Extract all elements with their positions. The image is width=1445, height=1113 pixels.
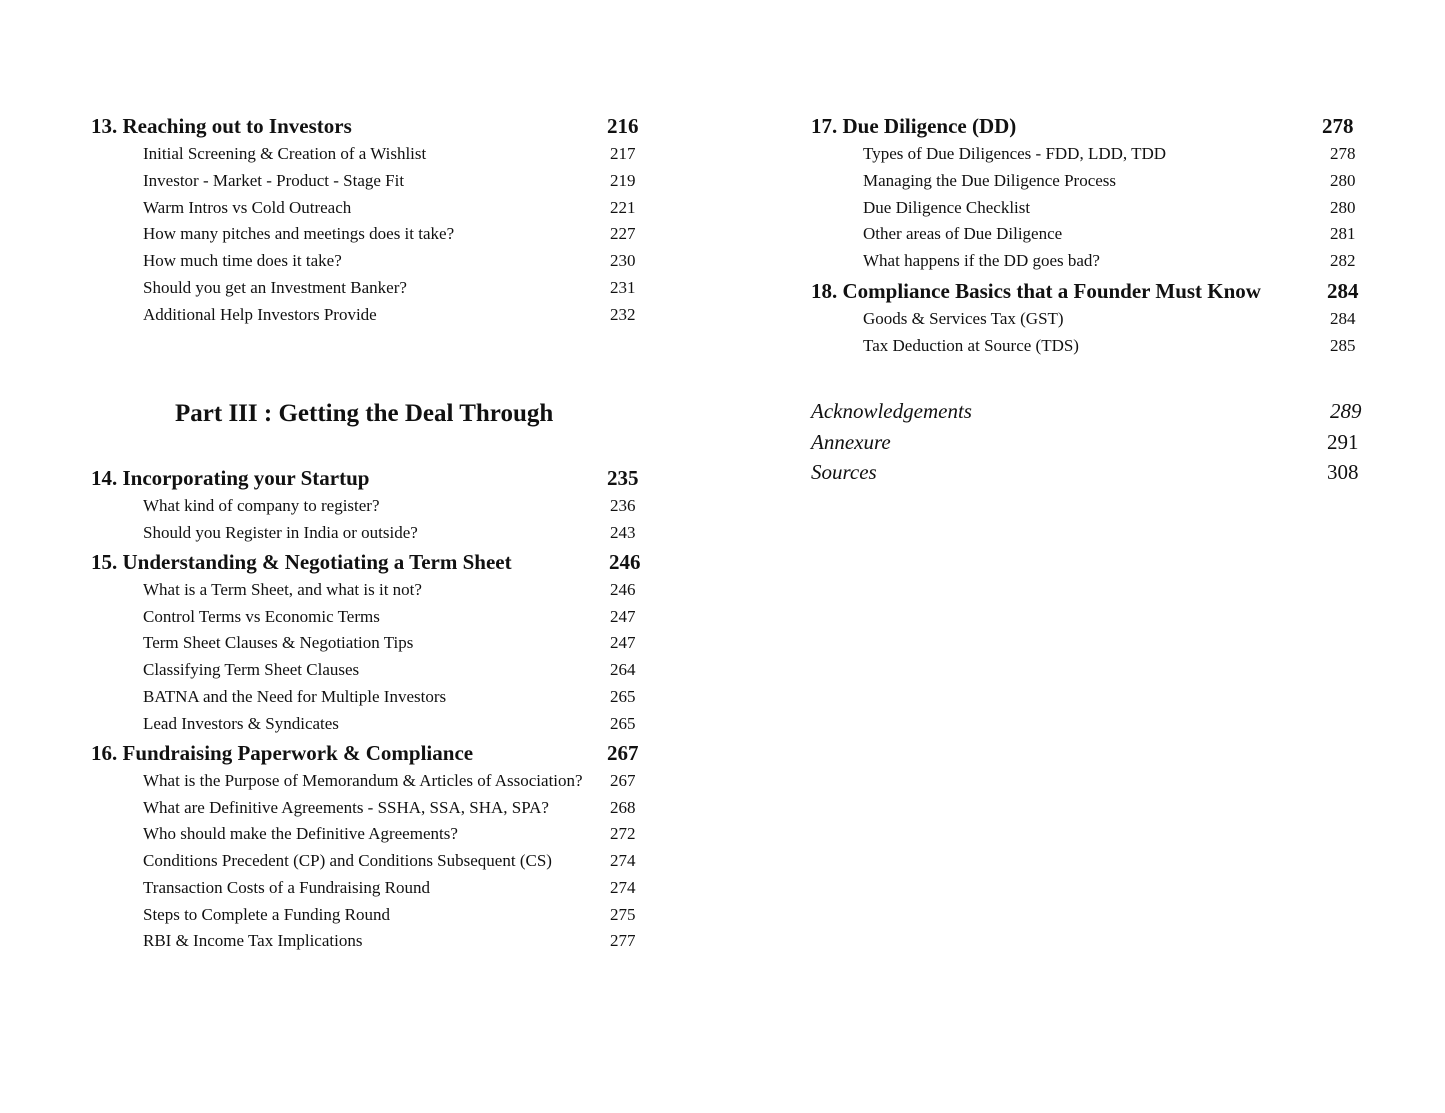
- toc-section[interactable]: [143, 878, 636, 898]
- chapter-title: 18. Compliance Basics that a Founder Must Know: [811, 279, 1261, 303]
- section-title: What is the Purpose of Memorandum & Articles of Association?: [143, 771, 583, 790]
- section-page: 265: [610, 714, 636, 733]
- section-title: What is a Term Sheet, and what is it not?: [143, 580, 422, 599]
- section-page: 217: [610, 144, 636, 163]
- section-page: 232: [610, 305, 636, 324]
- section-title: What kind of company to register?: [143, 496, 380, 515]
- section-title: Lead Investors & Syndicates: [143, 714, 339, 733]
- section-title: RBI & Income Tax Implications: [143, 931, 363, 950]
- toc-section[interactable]: [143, 905, 636, 925]
- back-matter-page: 308: [1327, 460, 1359, 484]
- section-page: 230: [610, 251, 636, 270]
- toc-chapter-13[interactable]: [91, 114, 639, 139]
- section-title: Additional Help Investors Provide: [143, 305, 377, 324]
- toc-section[interactable]: [143, 660, 636, 680]
- toc-section[interactable]: [143, 305, 636, 325]
- section-title: Conditions Precedent (CP) and Conditions Subsequent (CS): [143, 851, 552, 870]
- chapter-title: 15. Understanding & Negotiating a Term Sheet: [91, 550, 512, 574]
- section-page: 277: [610, 931, 636, 950]
- section-title: Tax Deduction at Source (TDS): [863, 336, 1079, 355]
- section-page: 247: [610, 607, 636, 626]
- toc-section[interactable]: [863, 144, 1356, 164]
- section-page: 243: [610, 523, 636, 542]
- section-title: Goods & Services Tax (GST): [863, 309, 1064, 328]
- section-title: Types of Due Diligences - FDD, LDD, TDD: [863, 144, 1167, 163]
- section-page: 282: [1330, 251, 1356, 270]
- section-page: 272: [610, 824, 636, 843]
- chapter-page: 278: [1322, 114, 1354, 138]
- section-page: 284: [1330, 309, 1356, 328]
- section-page: 231: [610, 278, 636, 297]
- section-title: Investor - Market - Product - Stage Fit: [143, 171, 405, 190]
- section-title: Managing the Due Diligence Process: [863, 171, 1117, 190]
- section-page: 264: [610, 660, 636, 679]
- back-matter-page: 291: [1327, 430, 1359, 454]
- toc-section[interactable]: [143, 687, 636, 707]
- section-page: 268: [610, 798, 636, 817]
- toc-section[interactable]: [143, 251, 636, 271]
- section-page: 246: [610, 580, 636, 599]
- toc-section[interactable]: [143, 851, 636, 871]
- chapter-page: 246: [609, 550, 641, 574]
- section-title: Should you get an Investment Banker?: [143, 278, 407, 297]
- chapter-page: 267: [607, 741, 639, 765]
- section-page: 275: [610, 905, 636, 924]
- back-matter-page: 289: [1330, 399, 1362, 423]
- section-page: 267: [610, 771, 636, 790]
- toc-section[interactable]: [863, 198, 1356, 218]
- toc-section[interactable]: [143, 198, 636, 218]
- section-page: 227: [610, 224, 636, 243]
- section-title: Should you Register in India or outside?: [143, 523, 418, 542]
- section-title: Initial Screening & Creation of a Wishlist: [143, 144, 427, 163]
- section-page: 274: [610, 851, 636, 870]
- section-title: How many pitches and meetings does it take?: [143, 224, 455, 243]
- chapter-page: 216: [607, 114, 639, 138]
- section-page: 265: [610, 687, 636, 706]
- toc-chapter-17[interactable]: [811, 114, 1354, 139]
- toc-chapter-16[interactable]: [91, 741, 639, 766]
- toc-section[interactable]: [143, 824, 636, 844]
- toc-section[interactable]: [143, 523, 636, 543]
- section-page: 278: [1330, 144, 1356, 163]
- toc-annexure[interactable]: [811, 430, 1359, 455]
- chapter-page: 235: [607, 466, 639, 490]
- toc-chapter-14[interactable]: [91, 466, 639, 491]
- section-page: 221: [610, 198, 636, 217]
- section-title: What happens if the DD goes bad?: [863, 251, 1100, 270]
- chapter-title: 17. Due Diligence (DD): [811, 114, 1017, 138]
- toc-section[interactable]: [143, 580, 636, 600]
- section-title: Steps to Complete a Funding Round: [143, 905, 390, 924]
- toc-section[interactable]: [143, 496, 636, 516]
- section-page: 280: [1330, 198, 1356, 217]
- toc-section[interactable]: [143, 171, 636, 191]
- toc-section[interactable]: [863, 336, 1356, 356]
- section-title: Control Terms vs Economic Terms: [143, 607, 380, 626]
- chapter-title: 14. Incorporating your Startup: [91, 466, 370, 490]
- toc-section[interactable]: [143, 798, 636, 818]
- toc-section[interactable]: [863, 251, 1356, 271]
- back-matter-title: Annexure: [811, 430, 891, 454]
- section-page: 236: [610, 496, 636, 515]
- chapter-title: 13. Reaching out to Investors: [91, 114, 352, 138]
- toc-chapter-18[interactable]: [811, 279, 1359, 304]
- toc-section[interactable]: [863, 171, 1356, 191]
- toc-section[interactable]: [143, 931, 636, 951]
- back-matter-title: Acknowledgements: [811, 399, 972, 423]
- toc-section[interactable]: [143, 224, 636, 244]
- section-page: 219: [610, 171, 636, 190]
- toc-sources[interactable]: [811, 460, 1359, 485]
- section-title: Due Diligence Checklist: [863, 198, 1031, 217]
- section-page: 285: [1330, 336, 1356, 355]
- section-title: Who should make the Definitive Agreements?: [143, 824, 458, 843]
- section-title: BATNA and the Need for Multiple Investors: [143, 687, 447, 706]
- section-title: Warm Intros vs Cold Outreach: [143, 198, 352, 217]
- section-title: Term Sheet Clauses & Negotiation Tips: [143, 633, 414, 652]
- section-page: 280: [1330, 171, 1356, 190]
- section-page: 274: [610, 878, 636, 897]
- toc-acknowledgements[interactable]: [811, 399, 1362, 424]
- section-title: Transaction Costs of a Fundraising Round: [143, 878, 430, 897]
- toc-section[interactable]: [863, 309, 1356, 329]
- section-title: What are Definitive Agreements - SSHA, SSA, SHA, SPA?: [143, 798, 549, 817]
- toc-section[interactable]: [143, 278, 636, 298]
- section-title: Classifying Term Sheet Clauses: [143, 660, 360, 679]
- part-heading: Part III : Getting the Deal Through: [175, 400, 554, 427]
- section-title: Other areas of Due Diligence: [863, 224, 1063, 243]
- toc-section[interactable]: [143, 714, 636, 734]
- chapter-page: 284: [1327, 279, 1359, 303]
- section-page: 247: [610, 633, 636, 652]
- section-title: How much time does it take?: [143, 251, 342, 270]
- section-page: 281: [1330, 224, 1356, 243]
- chapter-title: 16. Fundraising Paperwork & Compliance: [91, 741, 474, 765]
- toc-section[interactable]: [143, 771, 636, 791]
- toc-section[interactable]: [863, 224, 1356, 244]
- toc-chapter-15[interactable]: [91, 550, 641, 575]
- back-matter-title: Sources: [811, 460, 877, 484]
- toc-section[interactable]: [143, 144, 636, 164]
- toc-section[interactable]: [143, 633, 636, 653]
- toc-section[interactable]: [143, 607, 636, 627]
